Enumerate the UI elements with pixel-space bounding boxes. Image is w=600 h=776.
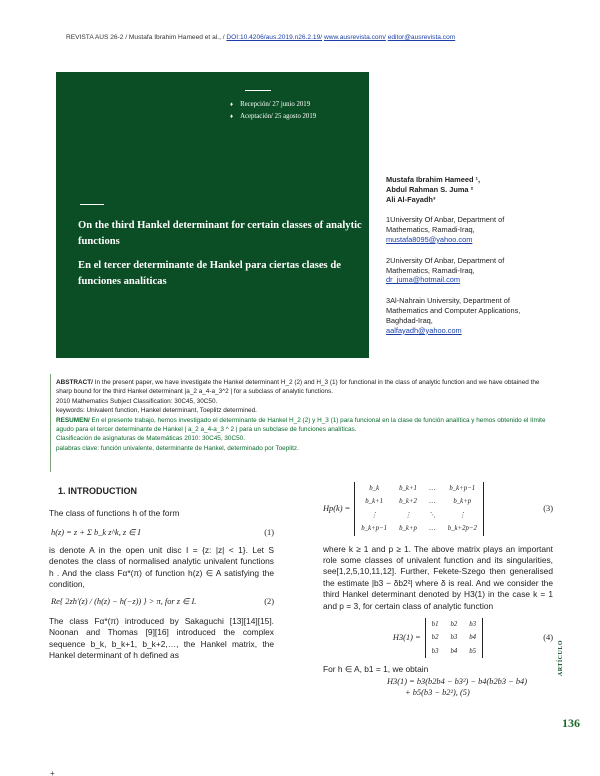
site-link[interactable]: www.ausrevista.com/ [323,34,386,41]
received-date: ♦ Recepción/ 27 junio 2019 [230,101,311,108]
equation-5-line-1: H3(1) = b3(b2b4 − b3²) − b4(b2b3 − b4) [387,676,528,686]
author-1: Mustafa Ibrahim Hameed ¹, [386,175,481,184]
equation-1-number: (1) [264,528,274,538]
plus-mark: + [50,769,55,776]
email-3-link[interactable]: aalfayadh@yahoo.com [386,325,462,335]
equation-3-number: (3) [543,504,553,514]
paragraph-1: The class of functions h of the form [49,508,180,518]
paragraph-4: where k ≥ 1 and p ≥ 1. The above matrix plays an important role some classes of univalent function and its singularities, see[1,2,5,10,11,12]. Further, Fekete-Szego then generalised the estimate |b3 − δb2²| where δ is real. And we consider the third Hankel determinant denoted by H3(1) in the case k = 1 and p = 3, for certain class of analytic function [323,543,553,611]
abstract-paragraph [56,378,546,397]
running-header [66,34,455,41]
msc-line: 2010 Mathematics Subject Classification: 30C45, 30C50. [56,397,218,405]
abstract-area [56,378,546,453]
paragraph-5: For h ∈ A, b1 = 1, we obtain [323,664,429,675]
equation-2-number: (2) [264,597,274,607]
hankel-matrix: b_k b_k+1 … b_k+p−1 b_k+1 b_k+2 … b_k+p ⋮ ⋮ ⋱ ⋮ b_k+p−1 b_k+p … b_k+2p−2 [354,482,484,536]
abstract-rule [50,374,51,472]
paragraph-2: is denote A in the open unit disc I = {z: |z| < 1}. Let S denotes the class of normalised analytic univalent functions h . And the class Fα*(π) of function h(z) ∈ A satisfying the condition, [49,544,274,590]
hp-label: Hp(k) = [323,504,351,514]
journal-reference: REVISTA AUS 26-2 / Mustafa Ibrahim Hameed et al., / [66,34,225,41]
editor-email-link[interactable]: editor@ausrevista.com [387,34,456,41]
h3-label: H3(1) = [392,633,421,643]
page-number: 136 [562,716,580,730]
equation-4-number: (4) [543,633,553,643]
resumen-text: En el presente trabajo, hemos investigado el determinante de Hankel H_2 (2) y H_3 (1) para funcional en la clase de función analítica y hemos obtenido el límite agudo para el tercer determinante de Hankel | a_2 a_4-a_3 ^ 2 | para un subclase de funciones analíticas. [56,416,546,434]
email-1-link[interactable]: mustafa8095@yahoo.com [386,234,473,244]
author-2: Abdul Rahman S. Juma ² [386,184,474,194]
keywords-line: keywords: Univalent function, Hankel determinant, Toeplitz determined. [56,407,257,415]
title-spanish: En el tercer determinante de Hankel para ciertas clases de funciones analíticas [78,260,341,287]
equation-5-line-2: + b5(b3 − b2²), (5) [405,688,470,698]
doi-link[interactable]: DOI:10.4206/aus.2019.n26.2.19/ [226,34,323,41]
diamond-bullet-icon: ♦ [230,114,234,120]
affiliation-1: 1University Of Anbar, Department of Mathematics, Ramadi-Iraq, [386,215,505,235]
clasificacion-line: Clasificación de asignaturas de Matemáticas 2010: 30C45, 30C50. [56,435,245,443]
title-panel [56,72,369,358]
section-heading: 1. INTRODUCTION [58,486,138,496]
equation-1: h(z) = z + Σ b_k z^k, z ∈ I (1) [51,528,274,538]
left-column [49,508,274,661]
equation-4 [323,618,553,658]
email-2-link[interactable]: dr_juma@hotmail.com [386,275,461,285]
panel-rule-mid [80,204,104,205]
author-3: Ali Al-Fayadh³ [386,194,436,204]
authors-block [386,175,546,335]
panel-rule-top [245,90,271,91]
diamond-bullet-icon: ♦ [230,102,234,108]
right-column [323,482,553,699]
equation-2: Re{ 2zh′(z) / (h(z) − h(−z)) } > π, for z ∈ I. (2) [51,597,274,607]
affiliation-2: 2University Of Anbar, Department of Mathematics, Ramadi-Iraq, [386,255,505,275]
title-english: On the third Hankel determinant for certain classes of analytic functions [78,220,362,247]
affiliation-3: 3Al-Nahrain University, Department of Mathematics and Computer Applications, Baghdad-Iraq, [386,296,521,325]
h3-matrix: b1 b2 b3 b2 b3 b4 b3 b4 b5 [425,618,483,658]
accepted-date: ♦ Aceptación/ 25 agosto 2019 [230,113,317,120]
palabras-clave-line: palabras clave: función univalente, determinante de Hankel, determinado por Toeplitz. [56,444,299,452]
section-side-label: ARTÍCULO [558,640,564,677]
equation-3 [323,482,553,536]
resumen-paragraph [56,416,546,435]
resumen-label: RESUMEN/ [56,416,90,424]
abstract-label: ABSTRACT/ [56,379,93,386]
paragraph-3: The class Fα*(π) introduced by Sakaguchi [13][14][15]. Noonan and Thomas [9][16] introduced the complex sequence b_k, b_k+1, b_k+2,…, the Hankel matrix, the Hankel determinant of h defined as [49,615,274,661]
abstract-text: In the present paper, we have investigate the Hankel determinant H_2 (2) and H_3 (1) for functional in the class of analytic function and we have obtained the sharp bound for the third Hankel determinant |a_2 a_4-a_3^2 | for a subclass of analytic functions. [56,379,540,396]
